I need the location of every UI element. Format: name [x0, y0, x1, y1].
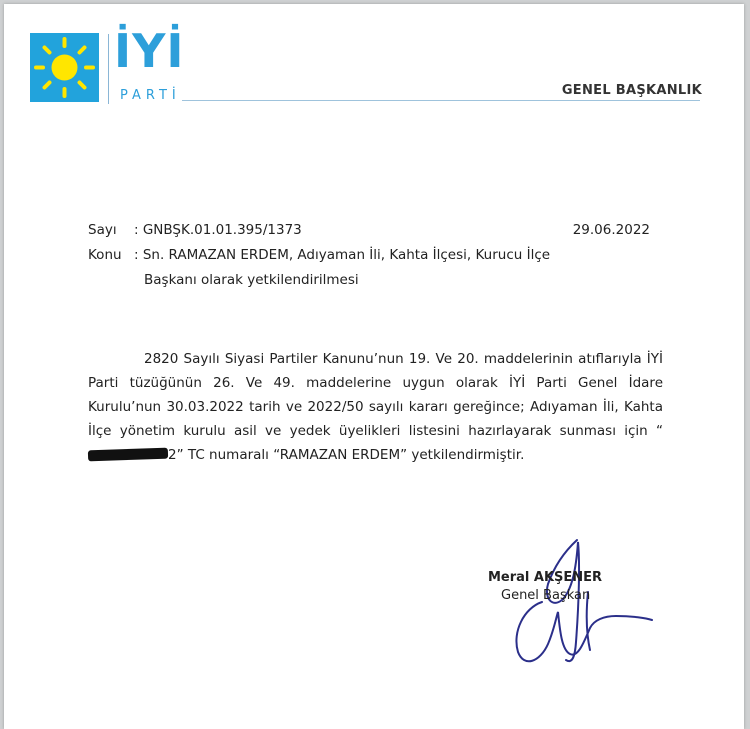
logo-subtitle: PARTİ: [120, 88, 181, 103]
document-date: 29.06.2022: [572, 222, 650, 238]
reference-label: Sayı: [88, 222, 117, 238]
logo-wordmark: İYİ: [114, 24, 185, 78]
body-text-end: ” TC numaralı “RAMAZAN ERDEM” yetkilendirmiştir.: [176, 447, 525, 463]
redacted-id: [88, 448, 168, 462]
signatory-name: Meral AKŞENER: [488, 570, 603, 585]
reference-value: : GNBŞK.01.01.395/1373: [134, 222, 302, 238]
subject: [88, 247, 550, 263]
subject-line-1: : Sn. RAMAZAN ERDEM, Adıyaman İli, Kahta İlçesi, Kurucu İlçe: [134, 247, 551, 263]
letter-body: [88, 347, 663, 467]
document-page: [4, 4, 744, 729]
reference-number: [88, 222, 302, 238]
body-text-main: 2820 Sayılı Siyasi Partiler Kanunu’nun 19. Ve 20. maddelerinin atıflarıyla İYİ Parti tüzüğünün 26. Ve 49. maddelerine uygun olarak İYİ Parti Genel İdare Kurulu’nun 30.03.2022 tarih ve 2022/50 sayılı kararı gereğince; Adıyaman İli, Kahta İlçe yönetim kurulu asil ve yedek üyelikleri listesini hazırlayarak sunması için “: [88, 351, 663, 439]
id-visible-end: 2: [168, 447, 177, 463]
sun-icon: [30, 33, 99, 102]
subject-label: Konu: [88, 247, 122, 263]
department-label: GENEL BAŞKANLIK: [561, 83, 702, 98]
header-rule: [182, 100, 700, 101]
logo-divider: [108, 34, 109, 104]
subject-line-2: Başkanı olarak yetkilendirilmesi: [144, 272, 359, 288]
party-logo: [30, 33, 99, 102]
signatory-title: Genel Başkan: [501, 588, 591, 603]
